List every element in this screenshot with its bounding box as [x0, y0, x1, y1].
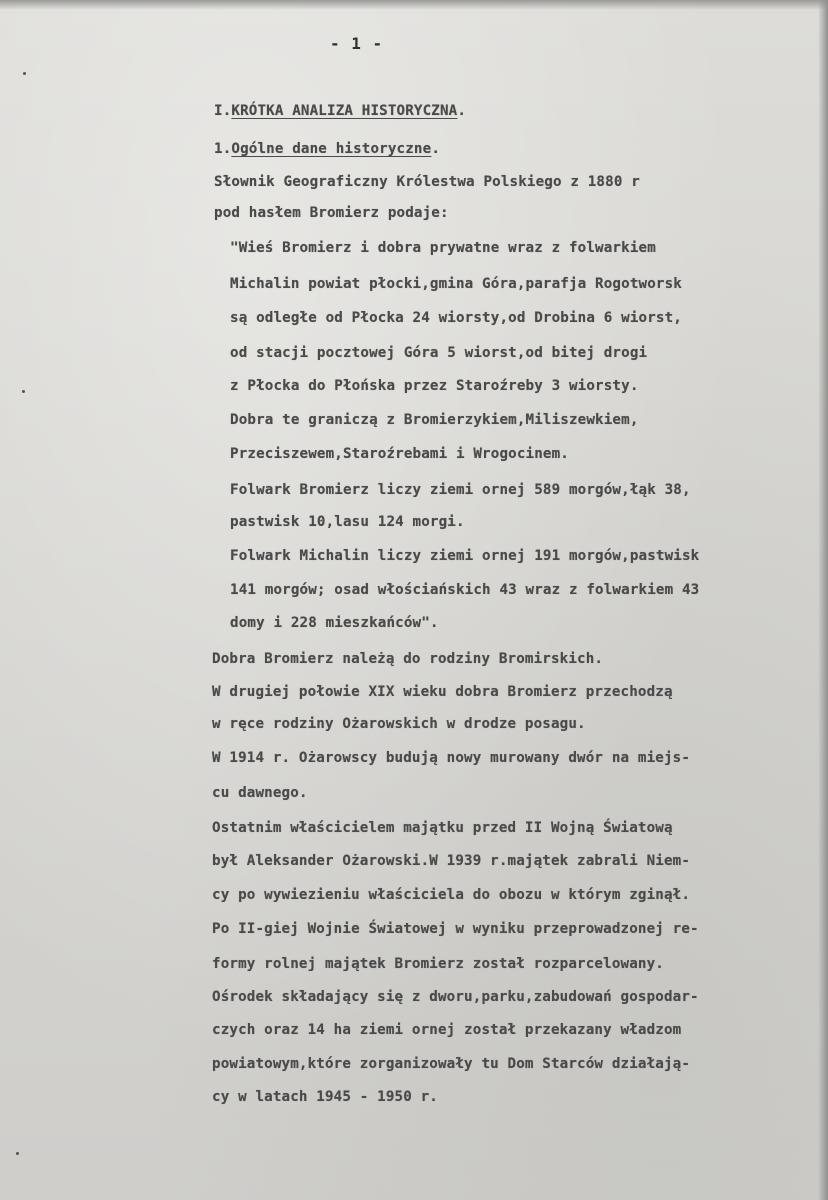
body-line: powiatowym,które zorganizowały tu Dom Starców działają- [212, 1056, 691, 1072]
subsection-heading-prefix: 1. [214, 141, 232, 157]
body-line: Ostatnim właścicielem majątku przed II Wojną Światową [212, 820, 673, 836]
body-line: 141 morgów; osad włościańskich 43 wraz z folwarkiem 43 [230, 582, 700, 598]
body-line: Słownik Geograficzny Królestwa Polskiego z 1880 r [214, 174, 640, 190]
body-line: formy rolnej majątek Bromierz został rozparcelowany. [212, 956, 664, 972]
body-line: W 1914 r. Ożarowscy budują nowy murowany dwór na miejs- [212, 750, 691, 766]
body-line: pod hasłem Bromierz podaje: [214, 205, 449, 221]
body-line: Przeciszewem,Staroźrebami i Wrogocinem. [230, 446, 569, 462]
body-line: Dobra Bromierz należą do rodziny Bromirskich. [212, 651, 604, 667]
body-line: W drugiej połowie XIX wieku dobra Bromierz przechodzą [212, 684, 673, 700]
body-line: był Aleksander Ożarowski.W 1939 r.majątek zabrali Niem- [212, 853, 691, 869]
section-heading [214, 101, 466, 121]
subsection-heading-suffix: . [431, 141, 441, 157]
scan-edge-top [0, 0, 828, 10]
scan-speck [16, 1152, 19, 1155]
section-heading-suffix: . [457, 103, 467, 119]
body-line: z Płocka do Płońska przez Staroźreby 3 wiorsty. [230, 378, 639, 394]
body-line: Folwark Michalin liczy ziemi ornej 191 morgów,pastwisk [230, 548, 700, 564]
body-line: czych oraz 14 ha ziemi ornej został przekazany władzom [212, 1022, 682, 1038]
scan-speck [23, 72, 26, 75]
subsection-heading-title: Ogólne dane historyczne [231, 141, 432, 157]
body-line: od stacji pocztowej Góra 5 wiorst,od bitej drogi [230, 345, 648, 361]
subsection-heading [214, 139, 440, 159]
body-line: w ręce rodziny Ożarowskich w drodze posagu. [212, 716, 586, 732]
body-line: domy i 228 mieszkańców". [230, 615, 439, 631]
body-line: "Wieś Bromierz i dobra prywatne wraz z folwarkiem [230, 240, 656, 256]
body-line: Michalin powiat płocki,gmina Góra,parafja Rogotworsk [230, 276, 682, 292]
body-line: cy po wywiezieniu właściciela do obozu w którym zginął. [212, 887, 691, 903]
scan-edge-right [818, 0, 828, 1200]
section-heading-title: KRÓTKA ANALIZA HISTORYCZNA [231, 103, 458, 119]
page-number: - 1 - [330, 34, 384, 53]
section-heading-prefix: I. [214, 103, 232, 119]
scan-speck [22, 390, 25, 393]
body-line: cu dawnego. [212, 785, 308, 801]
body-line: Po II-giej Wojnie Światowej w wyniku przeprowadzonej re- [212, 921, 699, 937]
body-line: Folwark Bromierz liczy ziemi ornej 589 morgów,łąk 38, [230, 482, 691, 498]
body-line: cy w latach 1945 - 1950 r. [212, 1089, 438, 1105]
body-line: Dobra te graniczą z Bromierzykiem,Miliszewkiem, [230, 412, 639, 428]
body-line: są odległe od Płocka 24 wiorsty,od Drobina 6 wiorst, [230, 310, 682, 326]
body-line: Ośrodek składający się z dworu,parku,zabudowań gospodar- [212, 989, 699, 1005]
body-line: pastwisk 10,lasu 124 morgi. [230, 514, 465, 530]
